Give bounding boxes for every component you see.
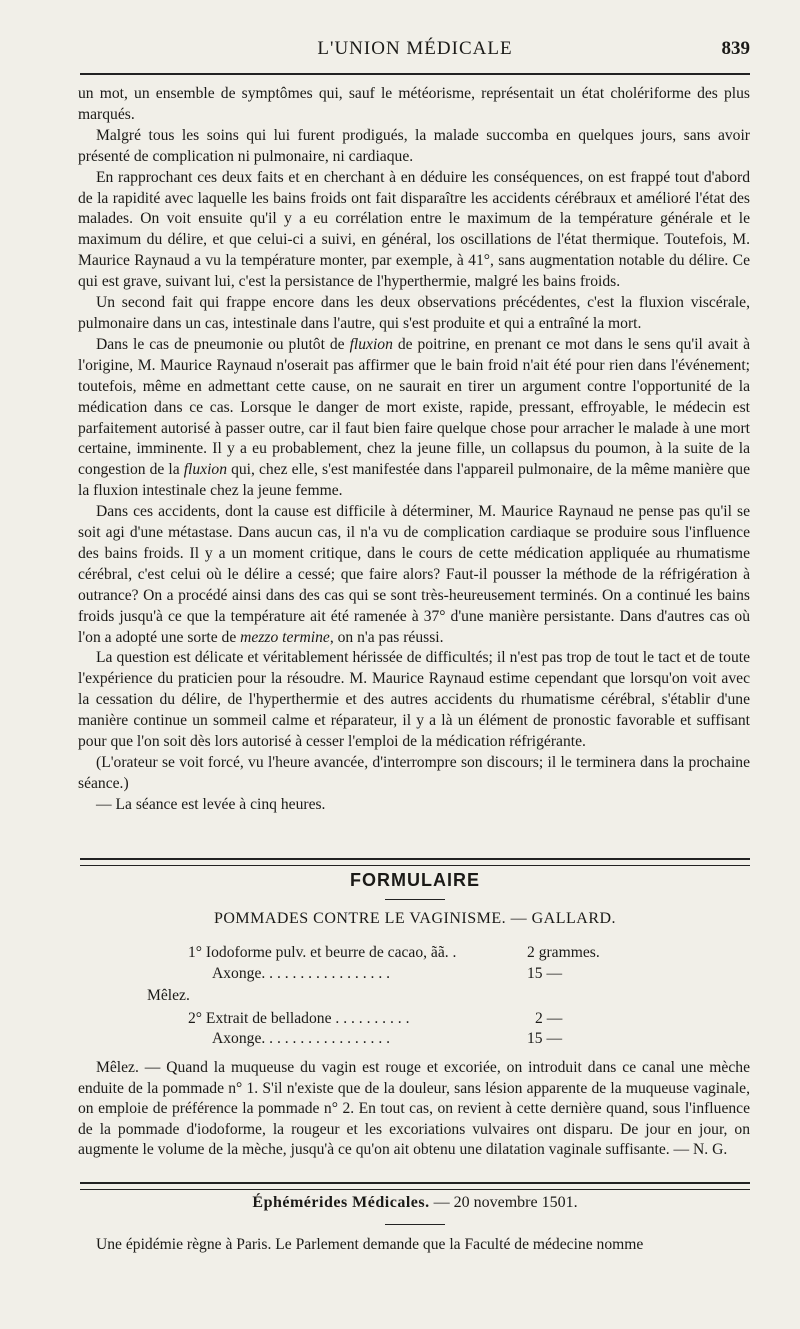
- paragraph: Dans le cas de pneumonie ou plutôt de fluxion de poitrine, en prenant ce mot dans le sens qu'il avait à l'origine, M. Maurice Raynaud n'oserait pas affirmer que le bain froid n'ait été pour rien dans l'événement; toutefois, même en admettant cette cause, on ne saurait en tirer un argument contre l'opportunité de la médication dans ce cas. Lorsque le danger de mort existe, rapide, pressant, effroyable, le médecin est parfaitement autorisé à passer outre, car il faut bien faire quelque chose pour arracher le malade à une mort certaine, imminente. Il y a eu probablement, chez la jeune fille, un collapsus du poumon, à la suite de la congestion de la fluxion qui, chez elle, s'est manifestée dans l'appareil pulmonaire, de la même manière que la fluxion intestinale chez la jeune femme.: [78, 335, 751, 500]
- italic-term: fluxion: [349, 335, 393, 353]
- formula-quantity: 2 grammes.: [527, 944, 600, 961]
- formula-label: 1° Iodoforme pulv. et beurre de cacao, ãã. .: [188, 944, 457, 961]
- running-title: L'UNION MÉDICALE: [317, 38, 513, 59]
- formula-quantity: 15 —: [527, 965, 563, 982]
- title-underline: [385, 1224, 445, 1225]
- formula-instruction: Mêlez.: [147, 987, 190, 1004]
- formula-quantity: 2 —: [535, 1010, 563, 1027]
- article-body: [78, 84, 750, 816]
- ephemerides-date: — 20 novembre 1501.: [433, 1194, 578, 1211]
- title-underline: [385, 899, 445, 900]
- formula-line: [188, 944, 456, 962]
- paragraph: Malgré tous les soins qui lui furent prodigués, la malade succomba en quelques jours, sans avoir présenté de complication ni pulmonaire, ni cardiaque.: [78, 126, 750, 165]
- paragraph: un mot, un ensemble de symptômes qui, sauf le météorisme, représentait un état cholériforme des plus marqués.: [78, 85, 750, 123]
- paragraph: Un second fait qui frappe encore dans les deux observations précédentes, c'est la fluxion viscérale, pulmonaire dans un cas, intestinale dans l'autre, qui s'est produite et qui a entraîné la mort.: [78, 294, 750, 332]
- usage-instructions: [78, 1058, 750, 1161]
- formula-line: 2° Extrait de belladone . . . . . . . . . .: [188, 1010, 410, 1027]
- page-header: [80, 38, 750, 68]
- italic-term: mezzo termine: [240, 628, 330, 646]
- section-divider: [80, 858, 750, 866]
- paragraph: — La séance est levée à cinq heures.: [96, 795, 326, 813]
- formula-quantity: 15 —: [527, 1030, 563, 1047]
- ephemerides-heading: [80, 1194, 750, 1212]
- page-number: 839: [721, 38, 750, 59]
- paragraph: La question est délicate et véritablement hérissée de difficultés; il n'est pas trop de tout le tact et de toute l'expérience du praticien pour la résoudre. M. Maurice Raynaud estime cependant que lorsqu'on voit avec la cessation du délire, de l'hyperthermie et des autres accidents du rhumatisme cérébral, s'établir d'une manière continue un sommeil calme et réparateur, il y a là un élément de pronostic favorable et suffisant pour que l'on soit dès lors autorisé à cesser l'emploi de la médication réfrigérante.: [78, 649, 750, 751]
- header-rule: [80, 73, 750, 75]
- ephemerides-title: Éphémérides Médicales.: [252, 1194, 430, 1211]
- ephemerides-text: Une épidémie règne à Paris. Le Parlement demande que la Faculté de médecine nomme: [96, 1236, 644, 1253]
- formula-line: Axonge. . . . . . . . . . . . . . . . .: [212, 965, 391, 982]
- paragraph: Dans ces accidents, dont la cause est difficile à déterminer, M. Maurice Raynaud ne pense pas qu'il se soit agi d'une métastase. Dans aucun cas, il n'a vu de complication cardiaque se produire sous l'influence des bains froids. Il y a un moment critique, dans le cours de cette médication appliquée au rhumatisme cérébral, c'est celui où le délire a cessé; que faire alors? Faut-il pousser la méthode de la réfrigération à outrance? On a procédé ainsi dans des cas qui se sont très-heureusement terminés. On a continué les bains froids jusqu'à ce que la température ait été ramenée à 37° d'une manière persistante. Dans d'autres cas où l'on a adopté une sorte de mezzo termine, on n'a pas réussi.: [78, 503, 750, 646]
- formulaire-title: FORMULAIRE: [350, 870, 480, 890]
- italic-term: fluxion: [183, 461, 228, 479]
- formulaire-subtitle: POMMADES CONTRE LE VAGINISME. — GALLARD.: [213, 910, 617, 927]
- section-divider: [80, 1182, 750, 1190]
- paragraph: En rapprochant ces deux faits et en cherchant à en déduire les conséquences, on est frappé tout d'abord de la rapidité avec laquelle les bains froids ont fait disparaître les accidents cérébraux et amélioré l'état des malades. On voit ensuite qu'il y a eu corrélation entre le maximum de la température générale et le maximum du délire, et que celui-ci a suivi, en général, los oscillations de l'état thermique. Toutefois, M. Maurice Raynaud a vu la température monter, par exemple, à 41°, sans augmentation notable du délire. Ce qui est grave, suivant lui, c'est la persistance de l'hyperthermie, malgré les bains froids.: [78, 168, 750, 291]
- paragraph: (L'orateur se voit forcé, vu l'heure avancée, d'interrompre son discours; il le terminera dans la prochaine séance.): [78, 754, 750, 792]
- formula-line: Axonge. . . . . . . . . . . . . . . . .: [212, 1030, 391, 1047]
- paragraph: Mêlez. — Quand la muqueuse du vagin est rouge et excoriée, on introduit dans ce canal une mèche enduite de la pommade n° 1. S'il n'existe que de la douleur, sans lésion apparente de la muqueuse vaginale, on emploie de préférence la pommade n° 2. En tout cas, on revient à cette dernière quand, sous l'influence de la pommade d'iodoforme, la rougeur et les excoriations vulvaires ont disparu. De jour en jour, on augmente le volume de la mèche, jusqu'à ce qu'on ait obtenu une dilatation vaginale suffisante. — N. G.: [78, 1059, 750, 1159]
